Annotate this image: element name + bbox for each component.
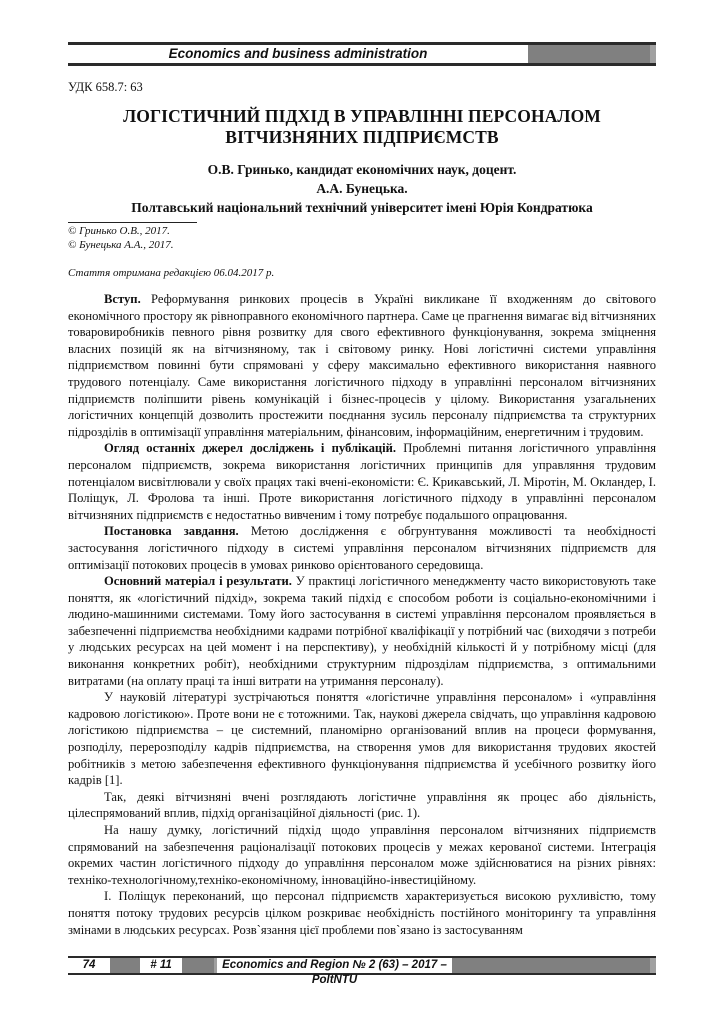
paragraph-text: Метою дослідження є обгрунтування можливості та необхідності застосування логістичного підходу в системі управління персоналом вітчизняних підприємств для оптимізації потокових процесів в умовах ринково орієнтованого середовища. xyxy=(68,524,656,572)
udk-code: УДК 658.7: 63 xyxy=(68,80,143,94)
copyright-notes xyxy=(68,224,174,252)
article-body xyxy=(68,291,656,938)
paragraph-lead: Основний матеріал і результати. xyxy=(104,574,292,589)
header-decor-block xyxy=(528,45,656,63)
footnote-divider xyxy=(68,222,197,223)
paragraph-body xyxy=(68,789,656,822)
footer-decor-block xyxy=(182,958,217,973)
footer-decor-block xyxy=(110,958,140,973)
paragraph-lead: Вступ. xyxy=(104,292,141,306)
affiliation: Полтавський національний технічний університет імені Юрія Кондратюка xyxy=(131,200,593,215)
paragraph-text: У практиці логістичного менеджменту часто використовують таке поняття, як «логістичний підхід», зокрема такий підхід є способом роботи із соціально-економічними і людино-машинними системами. Тому його застосування в системі управління персоналом проявляється в забезпеченні підприємства необхідними кадрами потрібної кваліфікації у потрібний час (виходячи з потреби у людських ресурсах на цей момент і на перспективу), у необхідній кількості й у потрібному місці (для виконання конкретних робіт), необхідними структурним підрозділам підприємства, з оптимальними витратами (на оплату праці та інші витрати на утримання персоналу). xyxy=(68,574,656,688)
issue-number: # 11 xyxy=(150,959,172,971)
paragraph-text: Так, деякі вітчизняні вчені розглядають логістичне управління як процес або діяльність, цілеспрямований вплив, підхід організаційної діяльності (рис. 1). xyxy=(68,789,656,821)
journal-info: Economics and Region № 2 (63) – 2017 – PoltNTU xyxy=(222,959,447,986)
footer-decor-block xyxy=(452,958,656,973)
paragraph-main-material xyxy=(68,573,656,689)
running-footer xyxy=(68,956,656,986)
section-title: Economics and business administration xyxy=(168,46,428,61)
author-2: А.А. Бунецька. xyxy=(316,181,408,196)
paragraph-literature-review xyxy=(68,440,656,523)
paragraph-lead: Постановка завдання. xyxy=(104,524,239,539)
paragraph-text: На нашу думку, логістичний підхід щодо управління персоналом вітчизняних підприємств спрямований на забезпечення раціоналізації потокових процесів у межах керованої системи. Інтеграція окремих частин логістичного підходу до управління персоналом може здійснюватися на різних рівнях: техніко-технологічному,техніко-економічному, інноваційно-інвестиційному. xyxy=(68,823,656,887)
paper-title xyxy=(68,106,656,148)
paragraph-lead: Огляд останніх джерел досліджень і публікацій. xyxy=(104,441,397,456)
paragraph-text: Проблемні питання логістичного управління персоналом підприємств, зокрема використання логістичних принципів для управляння трудовим потенціалом висвітлювали у своїх працях такі вчені-економісти: Є. Крикавський, Л. Міротін, М. Окландер, І. Поліщук, Л. Фролова та інші. Проте використання логістичного підходу в управлінні персоналом вітчизняних підприємств є недостатньо вивченим і тому потребує подальшого опрацювання. xyxy=(68,441,656,522)
authors-block xyxy=(68,160,656,217)
running-header xyxy=(68,42,656,66)
copyright-1: © Гринько О.В., 2017. xyxy=(68,225,170,237)
title-line-2: ВІТЧИЗНЯНИХ ПІДПРИЄМСТВ xyxy=(225,127,499,147)
paragraph-text: І. Поліщук переконаний, що персонал підприємств характеризується високою рухливістю, тому поняття потоку трудових ресурсів цілком розкриває необхідність постійного моніторингу та управління змінами в людських ресурсах. Розв`язання цієї проблеми пов`язано із застосуванням xyxy=(68,889,656,937)
paragraph-problem-statement xyxy=(68,523,656,573)
received-date: Стаття отримана редакцією 06.04.2017 р. xyxy=(68,267,275,279)
paragraph-body xyxy=(68,689,656,789)
paragraph-body xyxy=(68,822,656,888)
paragraph-body xyxy=(68,888,656,938)
paragraph-text: Реформування ринкових процесів в Україні викликане її входженням до світового економічного простору як рівноправного економічного партнера. Саме це прагнення вимагає від вітчизняних товаровиробників певного рівня розвитку для свого ефективного функціонування, зокрема зміцнення власних позицій як на вітчизняному, так і світовому ринку. Нові логістичні системи управління підприємством повинні бути спрямовані у сферу максимально ефективного використання наявного трудового потенціалу. Саме використання логістичного підходу в управлінні персоналом вітчизняних підприємств поліпшити рівень комунікацій і бізнес-процесів у цілому. Використання узагальнених логістичних концепцій дозволить простежити поєднання зусиль персоналу підприємства та структурних підрозділів в оптимізації управління матеріальним, фінансовим, інформаційним, енергетичним і трудовим. xyxy=(68,292,656,439)
copyright-2: © Бунецька А.А., 2017. xyxy=(68,239,174,251)
paragraph-text: У науковій літературі зустрічаються поняття «логістичне управління персоналом» і «управління кадровою логістикою». Проте вони не є тотожними. Так, наукові джерела свідчать, що управління кадровою логістикою підприємства – це системний, планомірно організований вплив на процеси формування, розподілу, перерозподілу кадрів підприємства, на створення умов для використання трудових якостей робітників з метою забезпечення ефективного функціонування підприємства й усебічного розвитку його кадрів [1]. xyxy=(68,690,656,788)
author-1: О.В. Гринько, кандидат економічних наук, доцент. xyxy=(207,162,517,177)
paragraph-introduction xyxy=(68,291,656,440)
page-number: 74 xyxy=(82,959,96,971)
title-line-1: ЛОГІСТИЧНИЙ ПІДХІД В УПРАВЛІННІ ПЕРСОНАЛОМ xyxy=(123,106,601,126)
